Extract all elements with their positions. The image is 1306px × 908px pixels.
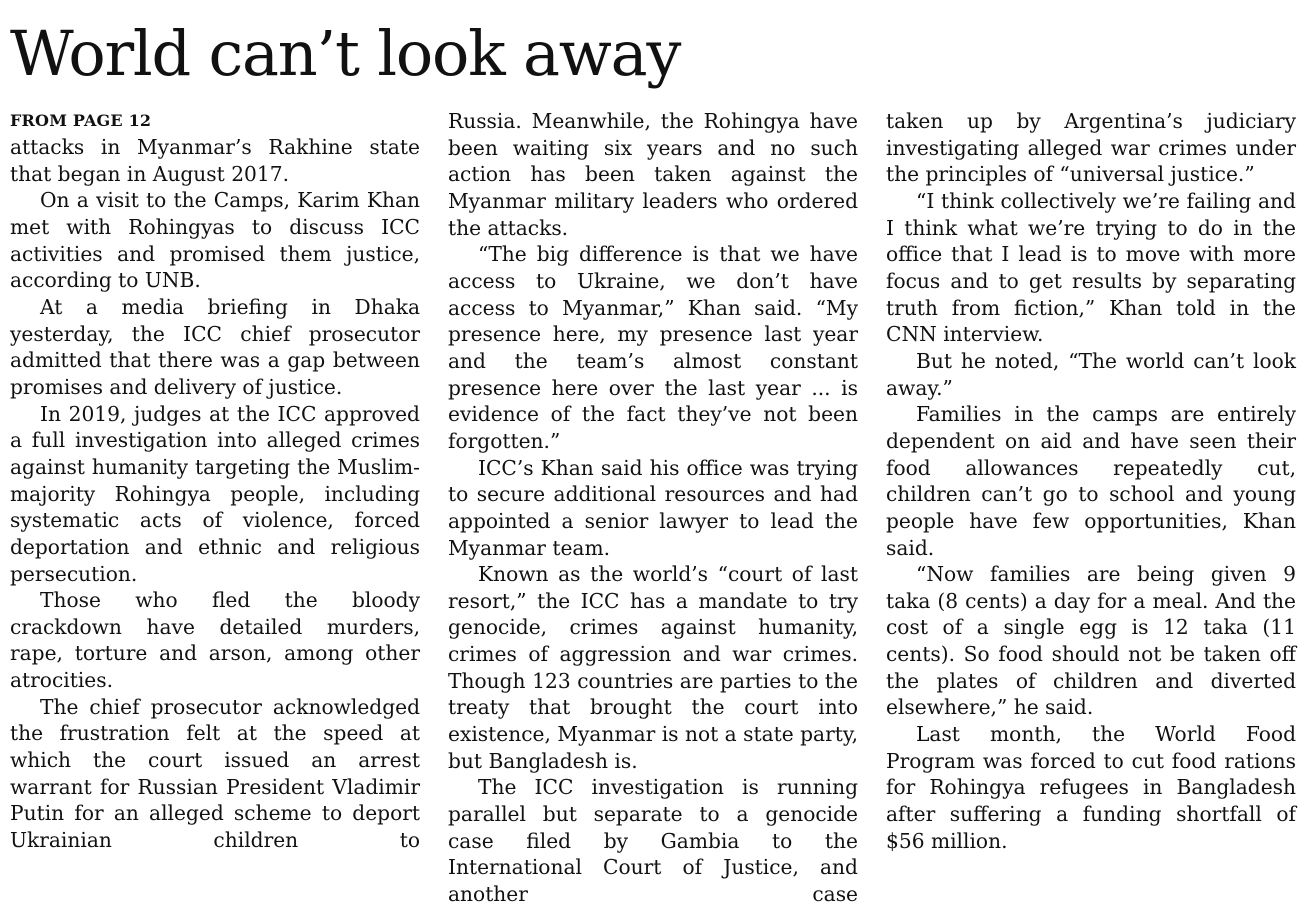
jump-line: FROM PAGE 12 xyxy=(10,111,152,130)
column-1 xyxy=(10,108,420,860)
paragraph: In 2019, judges at the ICC approved a full investigation into alleged crimes against humanity targeting the Muslim-majority Rohingya people, including systematic acts of violence, forced deportation and ethnic and religious persecution. xyxy=(10,401,420,586)
paragraph: taken up by Argentina’s judiciary investigating alleged war crimes under the principles of “universal justice.” xyxy=(886,109,1296,187)
paragraph: On a visit to the Camps, Karim Khan met with Rohingyas to discuss ICC activities and promised them justice, according to UNB. xyxy=(10,188,420,293)
column-3 xyxy=(886,108,1296,860)
paragraph: At a media briefing in Dhaka yesterday, the ICC chief prosecutor admitted that there was a gap between promises and delivery of justice. xyxy=(10,294,420,399)
paragraph: “Now families are being given 9 taka (8 cents) a day for a meal. And the cost of a single egg is 12 taka (11 cents). So food should not be taken off the plates of children and diverted elsewhere,” he said. xyxy=(886,562,1296,720)
paragraph: The chief prosecutor acknowledged the frustration felt at the speed at which the court issued an arrest warrant for Russian President Vladimir Putin for an alleged scheme to deport Ukrainian children to xyxy=(10,694,420,853)
headline: World can’t look away xyxy=(10,17,681,90)
paragraph: Last month, the World Food Program was forced to cut food rations for Rohingya refugees in Bangladesh after suffering a funding shortfall of $56 million. xyxy=(886,722,1296,853)
paragraph: Known as the world’s “court of last resort,” the ICC has a mandate to try genocide, crimes against humanity, crimes of aggression and war crimes. Though 123 countries are parties to the treaty that brought the court into existence, Myanmar is not a state party, but Bangladesh is. xyxy=(448,562,858,773)
article-body xyxy=(10,108,1296,907)
column-2 xyxy=(448,108,858,907)
paragraph: ICC’s Khan said his office was trying to secure additional resources and had appointed a senior lawyer to lead the Myanmar team. xyxy=(448,455,858,560)
paragraph: But he noted, “The world can’t look away.” xyxy=(886,348,1296,400)
paragraph: Russia. Meanwhile, the Rohingya have been waiting six years and no such action has been taken against the Myanmar military leaders who ordered the attacks. xyxy=(448,109,858,240)
paragraph: Those who fled the bloody crackdown have detailed murders, rape, torture and arson, among other atrocities. xyxy=(10,588,420,693)
paragraph: attacks in Myanmar’s Rakhine state that began in August 2017. xyxy=(10,135,420,186)
paragraph: “The big difference is that we have access to Ukraine, we don’t have access to Myanmar,” Khan said. “My presence here, my presence last year and the team’s almost constant presence here over the last year ... is evidence of the fact they’ve not been forgotten.” xyxy=(448,242,858,453)
paragraph: Families in the camps are entirely dependent on aid and have seen their food allowances repeatedly cut, children can’t go to school and young people have few opportunities, Khan said. xyxy=(886,402,1296,560)
paragraph: The ICC investigation is running parallel but separate to a genocide case filed by Gambia to the International Court of Justice, and another case xyxy=(448,775,858,907)
paragraph: “I think collectively we’re failing and I think what we’re trying to do in the office that I lead is to move with more focus and to get results by separating truth from fiction,” Khan told in the CNN interview. xyxy=(886,188,1296,347)
